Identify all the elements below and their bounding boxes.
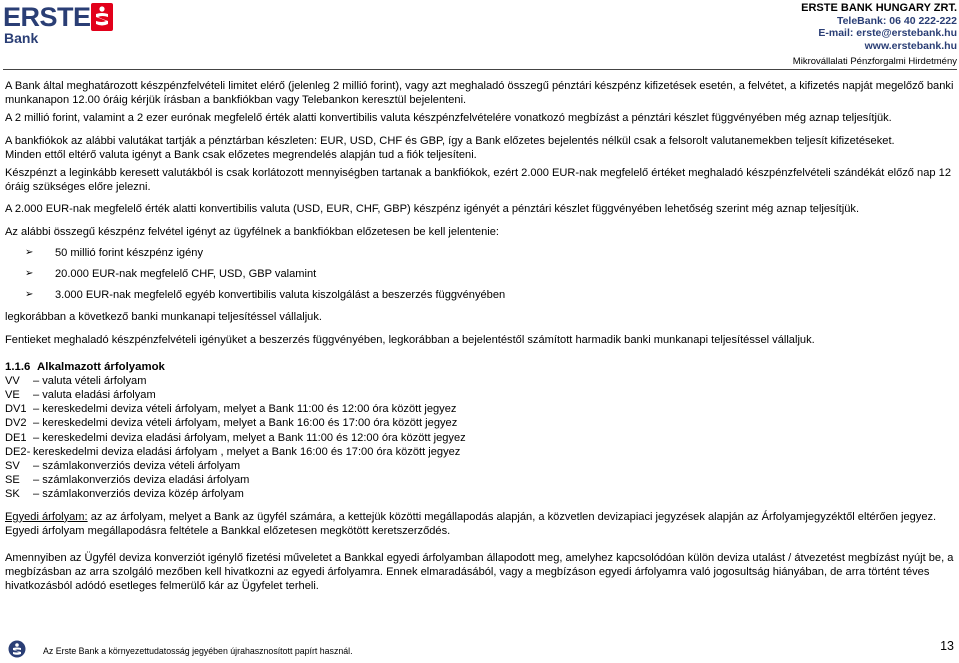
abbrev-text: – számlakonverziós deviza vételi árfolyam	[33, 460, 241, 473]
abbrev-code: VE	[5, 389, 20, 402]
abbrev-text: – valuta vételi árfolyam	[33, 374, 147, 387]
list-item	[5, 246, 956, 260]
section-number: 1.1.6	[5, 360, 31, 373]
abbrev-code: DE2-	[5, 445, 31, 458]
abbrev-text: – számlakonverziós deviza közép árfolyam	[33, 488, 244, 501]
abbrev-row	[5, 388, 956, 402]
document-body	[5, 79, 956, 594]
abbrev-row	[5, 487, 956, 501]
email-address: E-mail: erste@erstebank.hu	[818, 27, 957, 39]
section-title: Alkalmazott árfolyamok	[37, 360, 165, 373]
list-item-text: 20.000 EUR-nak megfelelő CHF, USD, GBP valamint	[55, 268, 317, 281]
paragraph-third-day: Fentieket meghaladó készpénzfelvételi igényüket a beszerzés függvényében, legkorábban a bejelentéstől számított harmadik banki munkanapi teljesítéssel vállaljuk.	[5, 333, 815, 346]
erste-emblem-icon	[91, 3, 113, 31]
document-subtitle: Mikrovállalati Pénzforgalmi Hirdetmény	[792, 56, 957, 67]
logo-wordmark: ERSTE	[3, 2, 91, 32]
custom-rate-label: Egyedi árfolyam:	[5, 510, 88, 523]
telebank-number: TeleBank: 06 40 222-222	[836, 14, 957, 27]
abbrev-row	[5, 374, 956, 388]
paragraph-advance-notice: Készpénzt a leginkább keresett valutákból is csak korlátozott mennyiségben tartanak a bankfiókok, ezért 2.000 EUR-nak megfelelő értéket meghaladó készpénzfelvételi szándékát előző nap 12 óráig szükséges előre jelezni.	[5, 167, 951, 194]
page-footer	[5, 638, 956, 662]
abbrev-code: VV	[5, 374, 20, 387]
company-name: ERSTE BANK HUNGARY ZRT.	[801, 2, 957, 14]
paragraph-announce: Az alábbi összegű készpénz felvétel igényt az ügyfélnek a bankfiókban előzetesen be kell jelentenie:	[5, 225, 499, 238]
section-heading	[5, 360, 956, 374]
abbrev-row	[5, 445, 956, 459]
abbrev-text: – valuta eladási árfolyam	[33, 389, 156, 402]
abbrev-code: SE	[5, 474, 20, 487]
list-item	[5, 288, 956, 302]
erste-small-logo-icon	[8, 640, 26, 658]
bullet-arrow-icon: ➢	[25, 246, 34, 258]
logo-bank-text: Bank	[4, 30, 39, 46]
paragraph-conversion: Amennyiben az Ügyfél deviza konverziót igénylő fizetési műveletet a Bankkal egyedi árfolyamban állapodott meg, amelyhez kapcsolódóan külön deviza utalást / átvezetést megbízást nyújt be, a megbízásban az arra szolgáló mezőben kell hivatkozni az egyedi árfolyamra. Ennek elmaradásából, vagy a megbízáson egyedi árfolyamra való jogosultság hiányában, de arra történt téves hivatkozásból adódó esetleges felmerülő kár az Ügyfelet terheli.	[5, 552, 954, 593]
abbrev-code: DV2	[5, 417, 27, 430]
abbrev-row	[5, 459, 956, 473]
abbrev-text: – kereskedelmi deviza vételi árfolyam, melyet a Bank 16:00 és 17:00 óra között jegyez	[33, 417, 458, 430]
abbrev-code: DV1	[5, 403, 27, 416]
paragraph-small-amounts: A 2 millió forint, valamint a 2 ezer eurónak megfelelő érték alatti konvertibilis valuta készpénzfelvételére vonatkozó megbízást a pénztári készlet függvényében még aznap teljesítjük.	[5, 112, 892, 125]
abbrev-row	[5, 402, 956, 416]
abbrev-row	[5, 416, 956, 430]
paragraph-custom-rate	[5, 510, 956, 538]
abbrev-code: SK	[5, 488, 20, 501]
abbrev-row	[5, 431, 956, 445]
abbrev-text: – számlakonverziós deviza eladási árfolyam	[33, 474, 250, 487]
header-divider	[3, 69, 957, 70]
list-item-text: 3.000 EUR-nak megfelelő egyéb konvertibilis valuta kiszolgálást a beszerzés függvényében	[55, 289, 506, 302]
website-url: www.erstebank.hu	[864, 39, 957, 52]
abbrev-code: DE1	[5, 431, 27, 444]
footer-text: Az Erste Bank a környezettudatosság jegyében újrahasznosított papírt használ.	[43, 646, 353, 656]
custom-rate-text: az az árfolyam, melyet a Bank az ügyfél számára, a kettejük közötti megállapodás alapján, a közvetlen devizapiaci jegyzések alapján az Árfolyamjegyzéktől eltérően jegyez. Egyedi árfolyam megállapodásra feltétele a Bankkal előzetesen megkötött keretszerződés.	[5, 510, 937, 537]
bullet-arrow-icon: ➢	[25, 289, 34, 301]
header-contact	[801, 2, 957, 52]
abbrev-row	[5, 473, 956, 487]
abbrev-text: – kereskedelmi deviza vételi árfolyam, melyet a Bank 11:00 és 12:00 óra között jegyez	[33, 403, 457, 416]
paragraph-same-day: A 2.000 EUR-nak megfelelő érték alatti konvertibilis valuta (USD, EUR, CHF, GBP) készpénz igényét a pénztári készlet függvényében lehetőség szerint még aznap teljesítjük.	[5, 203, 860, 216]
list-item-text: 50 millió forint készpénz igény	[55, 246, 203, 259]
abbrev-text: – kereskedelmi deviza eladási árfolyam, melyet a Bank 11:00 és 12:00 óra között jegyez	[33, 431, 466, 444]
paragraph-currencies: A bankfiókok az alábbi valutákat tartják a pénztárban készleten: EUR, USD, CHF és GBP, így a Bank előzetes bejelentés nélkül csak a felsorolt valutanemekben teljesít kifizetéseket.	[5, 134, 895, 147]
page-number: 13	[940, 639, 954, 653]
paragraph-limit: A Bank által meghatározott készpénzfelvételi limitet elérő (jelenleg 2 millió forint), vagy azt meghaladó összegű pénztári készpénz kifizetések esetén, a felvétet, a kifizetés napját megelőző banki munkanapon 12.00 óráig kérjük írásban a bankfiókban vagy Telebankon keresztül bejelenteni.	[5, 80, 954, 107]
erste-logo	[3, 2, 113, 46]
abbrev-text: kereskedelmi deviza eladási árfolyam , melyet a Bank 16:00 és 17:00 óra között jegyez	[33, 445, 461, 458]
bullet-arrow-icon: ➢	[25, 268, 34, 280]
list-item	[5, 267, 956, 281]
abbrev-code: SV	[5, 460, 20, 473]
paragraph-other-currencies: Minden ettől eltérő valuta igényt a Bank csak előzetes megrendelés alapján tud a fiók teljesíteni.	[5, 148, 477, 161]
paragraph-next-day: legkorábban a következő banki munkanapi teljesítéssel vállaljuk.	[5, 311, 322, 324]
